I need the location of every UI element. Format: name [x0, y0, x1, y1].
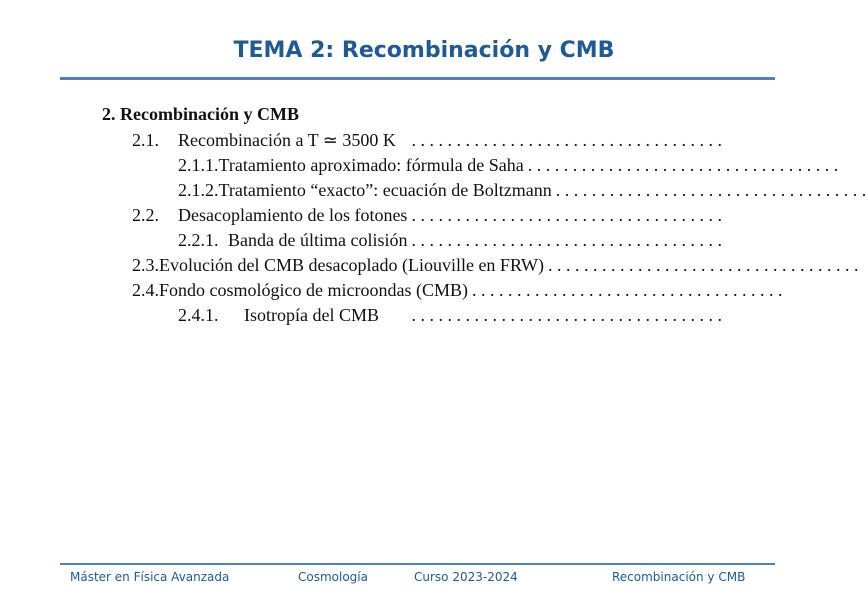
toc-entry-text: Tratamiento “exacto”: ecuación de Boltzmann	[218, 180, 552, 200]
toc-entry-number: 2.1.	[132, 130, 159, 150]
toc-entry-text: Tratamiento aproximado: fórmula de Saha	[218, 155, 524, 175]
toc-entry-text: Recombinación a T ≃ 3500 K	[178, 130, 396, 150]
toc-entry-number: 2.3.	[132, 255, 159, 275]
dot-leader: . . . . . . . . . . . . . . . . . . . . . . . . . . . . . . . . . . .	[547, 255, 859, 275]
footer-year: Curso 2023-2024	[414, 570, 518, 584]
toc-entry-text: Banda de última colisión	[228, 230, 408, 250]
dot-leader: . . . . . . . . . . . . . . . . . . . . . . . . . . . . . . . . . . .	[471, 280, 783, 300]
toc-entry-text: Fondo cosmológico de microondas (CMB)	[159, 280, 468, 300]
toc-entry-2-4[interactable]	[132, 280, 783, 302]
toc-entry-2-2-1[interactable]	[178, 230, 722, 252]
dot-leader: . . . . . . . . . . . . . . . . . . . . . . . . . . . . . . . . . . .	[411, 130, 722, 150]
footer-subject: Cosmología	[298, 570, 368, 584]
toc-heading: 2. Recombinación y CMB	[102, 104, 299, 124]
toc-entry-2-3[interactable]	[132, 255, 859, 277]
dot-leader: . . . . . . . . . . . . . . . . . . . . . . . . . . . . . . . . . . .	[411, 305, 722, 325]
footer-program: Máster en Física Avanzada	[70, 570, 230, 584]
toc-entry-text: Isotropía del CMB	[244, 305, 379, 325]
toc-entry-text: Desacoplamiento de los fotones	[178, 205, 408, 225]
toc-entry-number: 2.2.1.	[178, 230, 219, 250]
toc-entry-number: 2.4.1.	[178, 305, 219, 325]
dot-leader: . . . . . . . . . . . . . . . . . . . . . . . . . . . . . . . . . . .	[527, 155, 839, 175]
toc-entry-text: Evolución del CMB desacoplado (Liouville en FRW)	[159, 255, 544, 275]
dot-leader: . . . . . . . . . . . . . . . . . . . . . . . . . . . . . . . . . . .	[411, 205, 722, 225]
toc-entry-number: 2.1.2.	[178, 180, 219, 200]
toc-entry-number: 2.1.1.	[178, 155, 219, 175]
footer-topic: Recombinación y CMB	[612, 570, 746, 584]
toc-entry-2-1[interactable]	[132, 130, 722, 152]
dot-leader: . . . . . . . . . . . . . . . . . . . . . . . . . . . . . . . . . . .	[411, 230, 722, 250]
footer-divider	[60, 563, 775, 565]
toc-entry-2-2[interactable]	[132, 205, 722, 227]
dot-leader: . . . . . . . . . . . . . . . . . . . . . . . . . . . . . . . . . . .	[555, 180, 866, 200]
toc-entry-number: 2.2.	[132, 205, 159, 225]
toc-entry-number: 2.4.	[132, 280, 159, 300]
slide-title: TEMA 2: Recombinación y CMB	[233, 38, 615, 63]
toc-entry-2-1-1[interactable]	[178, 155, 839, 177]
toc-entry-2-4-1[interactable]	[178, 305, 722, 327]
title-divider	[60, 77, 775, 80]
toc-entry-2-1-2[interactable]	[178, 180, 866, 202]
